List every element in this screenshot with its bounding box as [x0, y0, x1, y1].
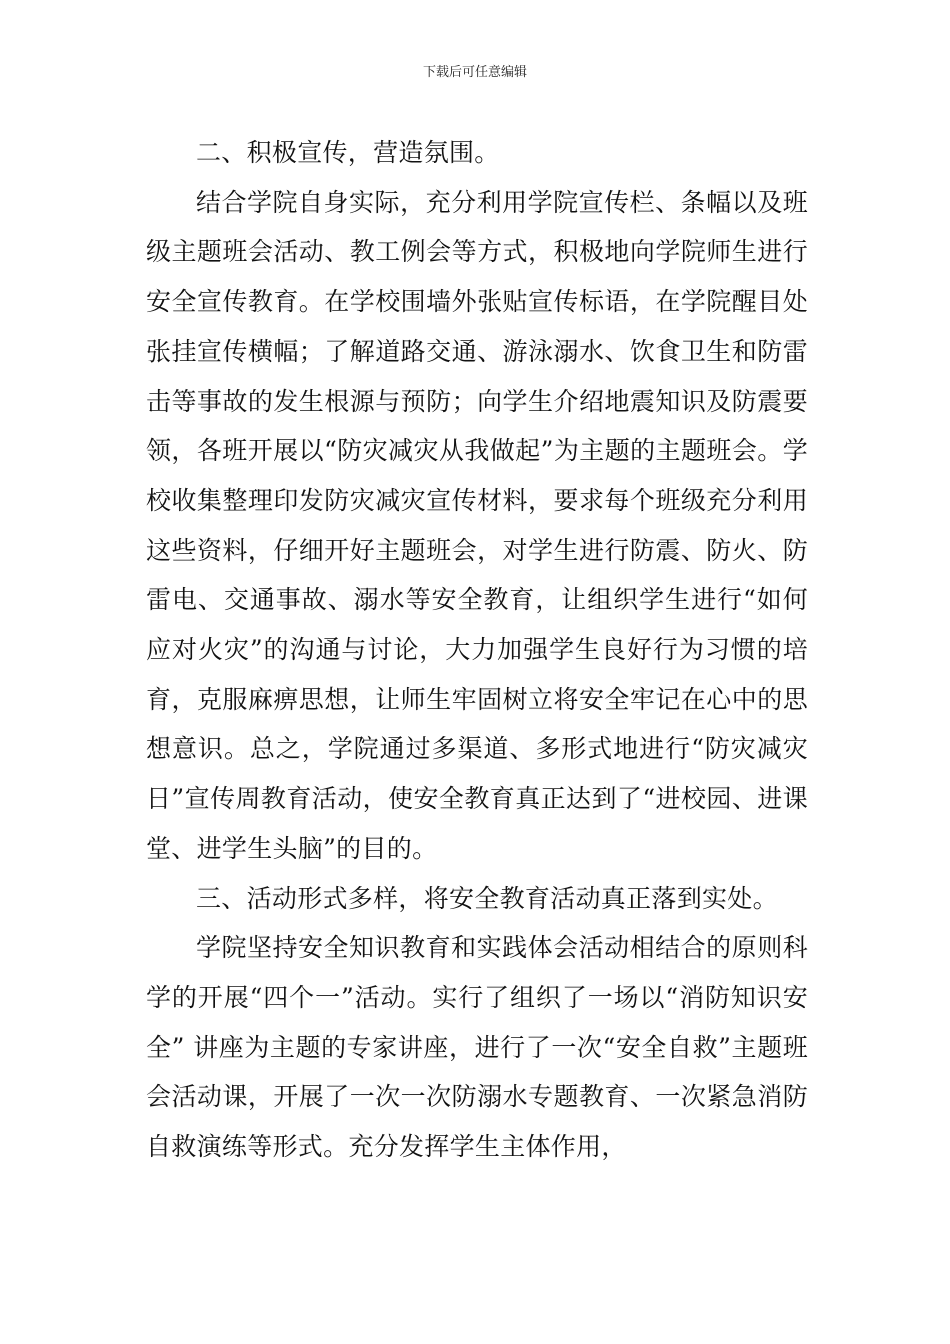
- document-body: [146, 128, 808, 1172]
- paragraph-publicity: 结合学院自身实际，充分利用学院宣传栏、条幅以及班级主题班会活动、教工例会等方式，积极地向学院师生进行安全宣传教育。在学校围墙外张贴宣传标语，在学院醒目处张挂宣传横幅；了解道路交通、游泳溺水、饮食卫生和防雷击等事故的发生根源与预防；向学生介绍地震知识及防震要领，各班开展以“防灾减灾从我做起”为主题的主题班会。学校收集整理印发防灾减灾宣传材料，要求每个班级充分利用这些资料，仔细开好主题班会，对学生进行防震、防火、防雷电、交通事故、溺水等安全教育，让组织学生进行“如何应对火灾”的沟通与讨论，大力加强学生良好行为习惯的培育，克服麻痹思想，让师生牢固树立将安全牢记在心中的思想意识。总之，学院通过多渠道、多形式地进行“防灾减灾日”宣传周教育活动，使安全教育真正达到了“进校园、进课堂、进学生头脑”的目的。: [146, 187, 808, 863]
- paragraph-activities: 学院坚持安全知识教育和实践体会活动相结合的原则科学的开展“四个一”活动。实行了组织了一场以“消防知识安全” 讲座为主题的专家讲座，进行了一次“安全自救”主题班会活动课，开展了一次一次防溺水专题教育、一次紧急消防自救演练等形式。充分发挥学生主体作用，: [146, 933, 808, 1162]
- page-header: 下载后可任意编辑: [422, 65, 527, 80]
- section-heading-2: 二、积极宣传，营造氛围。: [196, 138, 500, 167]
- section-heading-3: 三、活动形式多样，将安全教育活动真正落到实处。: [196, 883, 778, 913]
